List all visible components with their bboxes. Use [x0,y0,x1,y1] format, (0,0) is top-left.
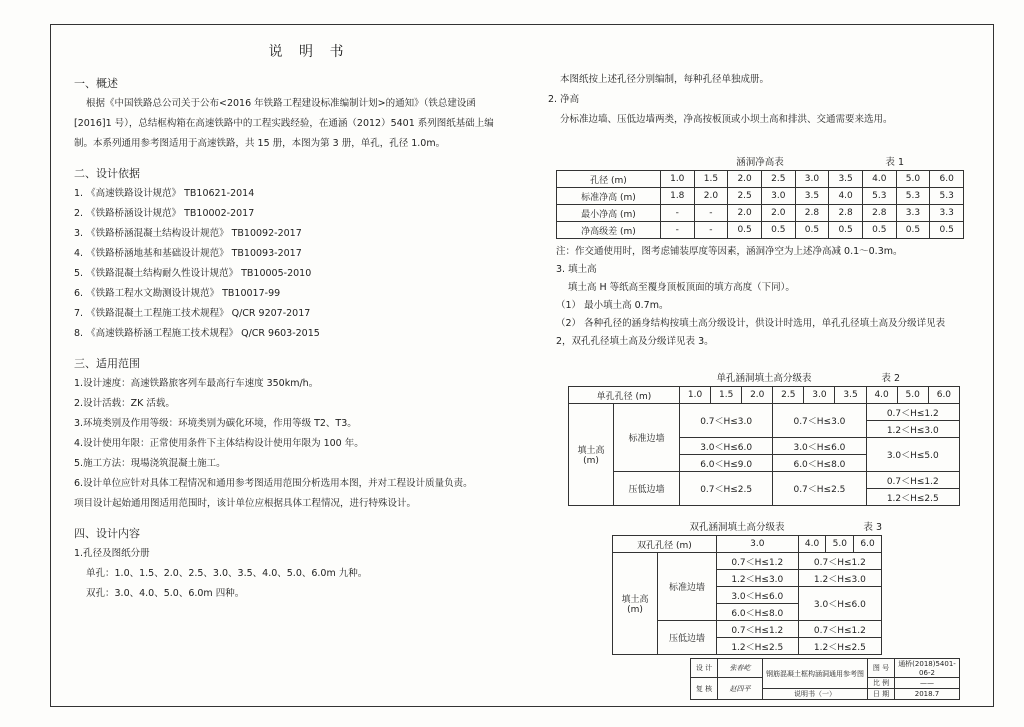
basis-item: 3. 《铁路桥涵混凝土结构设计规范》 TB10092-2017 [74,228,302,239]
table-row: 1.2＜H≤3.0 [569,421,960,438]
right-text: （2） 各种孔径的涵身结构按填土高分级设计，供设计时选用，单孔孔径填土高及分级详见表 [556,318,946,329]
scope-item: 项目设计起始通用图适用范围时，该计单位应根据具体工程情况，进行特殊设计。 [74,498,417,509]
double-span-fill-table-block [612,519,882,655]
right-text: 填土高 H 等纸高至覆身顶板顶面的填方高度（下同）。 [568,282,795,293]
basis-item: 1. 《高速铁路设计规范》 TB10621-2014 [74,188,255,199]
scope-item: 2.设计活载：ZK 活载。 [74,398,175,409]
double-span-list: 双孔：3.0、4.0、5.0、6.0m 四种。 [86,588,245,599]
scope-item: 3.环境类别及作用等级：环境类别为碳化环境，作用等级 T2、T3。 [74,418,357,429]
table-row: 单孔孔径 (m) 1.0 1.5 2.0 2.5 3.0 3.5 4.0 5.0 6.0 [569,387,960,404]
overview-line: [2016]1 号），总结框构箱在高速铁路中的工程实践经验，在通涵（2012）5401 系列图纸基础上编 [74,118,494,129]
table-row: 孔径 (m) 1.0 1.5 2.0 2.5 3.0 3.5 4.0 5.0 6.0 [557,171,964,188]
table-row: 说明书（一） 日 期 2018.7 [691,689,960,700]
scope-item: 5.施工方法：現場浇筑混凝土施工。 [74,458,226,469]
single-span-fill-table [568,386,960,506]
left-column [74,40,544,604]
table-row: 复 核 赵四平 比 例 —— [691,678,960,689]
table-row: 1.2＜H≤2.5 1.2＜H≤2.5 [613,638,882,655]
overview-line: 根据《中国铁路总公司关于公布<2016 年铁路工程建设标准编制计划>的通知》（铁总建设函 [86,98,476,109]
table-row: 双孔孔径 (m) 3.0 4.0 5.0 6.0 [613,536,882,553]
table-row: 压低边墙 0.7＜H≤1.2 0.7＜H≤1.2 [613,621,882,638]
single-span-fill-table-block [568,370,960,506]
right-heading-fill: 3. 填土高 [556,264,597,275]
scope-item: 6.设计单位应针对具体工程情况和通用参考图适用范围分析选用本图，并对工程设计质量负责。 [74,478,473,489]
overview-line: 制。本系列通用参考图适用于高速铁路，共 15 册，本图为第 3 册，单孔，孔径 1.0m。 [74,138,446,149]
section-heading-overview: 一、概述 [74,77,118,90]
basis-item: 6. 《铁路工程水文勘测设计规范》 TB10017-99 [74,288,281,299]
table-row: 1.2＜H≤2.5 [569,489,960,506]
right-text: 2，双孔孔径填土高及分级详见表 3。 [556,336,714,347]
table-row: 3.0＜H≤6.0 3.0＜H≤6.0 [613,587,882,604]
table-row: 1.2＜H≤3.0 1.2＜H≤3.0 [613,570,882,587]
right-text: （1） 最小填土高 0.7m。 [556,300,669,311]
table-row: 净高级差 (m) - - 0.5 0.5 0.5 0.5 0.5 0.5 0.5 [557,222,964,239]
table2-caption: 单孔涵洞填土高分级表 表 2 [716,373,900,384]
basis-item: 8. 《高速铁路桥涵工程施工技术规程》 Q/CR 9603-2015 [74,328,320,339]
table-row: 设 计 张春屹 钢筋混凝土框构涵洞通用参考图 图 号 通桥(2018)5401-06-2 [691,659,960,678]
clearance-note: 注：作交通使用时，图考虑铺装厚度等因素，涵洞净空为上述净高减 0.1～0.3m。 [556,246,903,257]
scope-item: 4.设计使用年限：正常使用条件下主体结构设计使用年限为 100 年。 [74,438,364,449]
basis-item: 5. 《铁路混凝土结构耐久性设计规范》 TB10005-2010 [74,268,312,279]
scope-item: 1.设计速度：高速铁路旅客列车最高行车速度 350km/h。 [74,378,319,389]
content-subheading: 1.孔径及图纸分册 [74,548,150,559]
section-heading-scope: 三、适用范围 [74,357,140,370]
table-row: 压低边墙 0.7＜H≤2.5 0.7＜H≤2.5 0.7＜H≤1.2 [569,472,960,489]
basis-item: 2. 《铁路桥涵设计规范》 TB10002-2017 [74,208,255,219]
table-row: 3.0＜H≤6.0 3.0＜H≤6.0 3.0＜H≤5.0 [569,438,960,455]
table3-caption: 双孔涵洞填土高分级表 表 3 [689,522,882,533]
table-row: 填土高 (m) 标准边墙 0.7＜H≤3.0 0.7＜H≤3.0 0.7＜H≤1.2 [569,404,960,421]
table-row: 标准净高 (m) 1.8 2.0 2.5 3.0 3.5 4.0 5.3 5.3 5.3 [557,188,964,205]
table-row: 填土高 (m) 标准边墙 0.7＜H≤1.2 0.7＜H≤1.2 [613,553,882,570]
right-text: 分标准边墙、压低边墙两类，净高按板顶或小坝土高和排洪、交通需要来选用。 [560,114,893,125]
section-heading-content: 四、设计内容 [74,527,140,540]
right-column [548,70,988,130]
double-span-fill-table [612,535,882,655]
clearance-notes [556,243,964,351]
section-heading-basis: 二、设计依据 [74,167,140,180]
title-block-table [690,658,960,700]
single-span-list: 单孔：1.0、1.5、2.0、2.5、3.0、3.5、4.0、5.0、6.0m 九种。 [86,568,368,579]
basis-item: 4. 《铁路桥涵地基和基础设计规范》 TB10093-2017 [74,248,302,259]
table1-caption: 涵洞净高表 表 1 [736,157,904,168]
title-block [690,658,960,700]
clearance-table [556,170,964,239]
basis-item: 7. 《铁路混凝土工程施工技术规程》 Q/CR 9207-2017 [74,308,311,319]
reviewer-signature: 赵四平 [718,678,763,700]
clearance-table-block [556,154,964,351]
document-title: 说 明 书 [268,44,350,60]
table-row: 6.0＜H≤8.0 [613,604,882,621]
right-text: 本图纸按上述孔径分别编制，每种孔径单独成册。 [560,74,770,85]
designer-signature: 张春屹 [718,659,763,678]
right-heading-clearance: 2. 净高 [548,94,580,105]
table-row: 6.0＜H≤9.0 6.0＜H≤8.0 [569,455,960,472]
table-row: 最小净高 (m) - - 2.0 2.0 2.8 2.8 2.8 3.3 3.3 [557,205,964,222]
